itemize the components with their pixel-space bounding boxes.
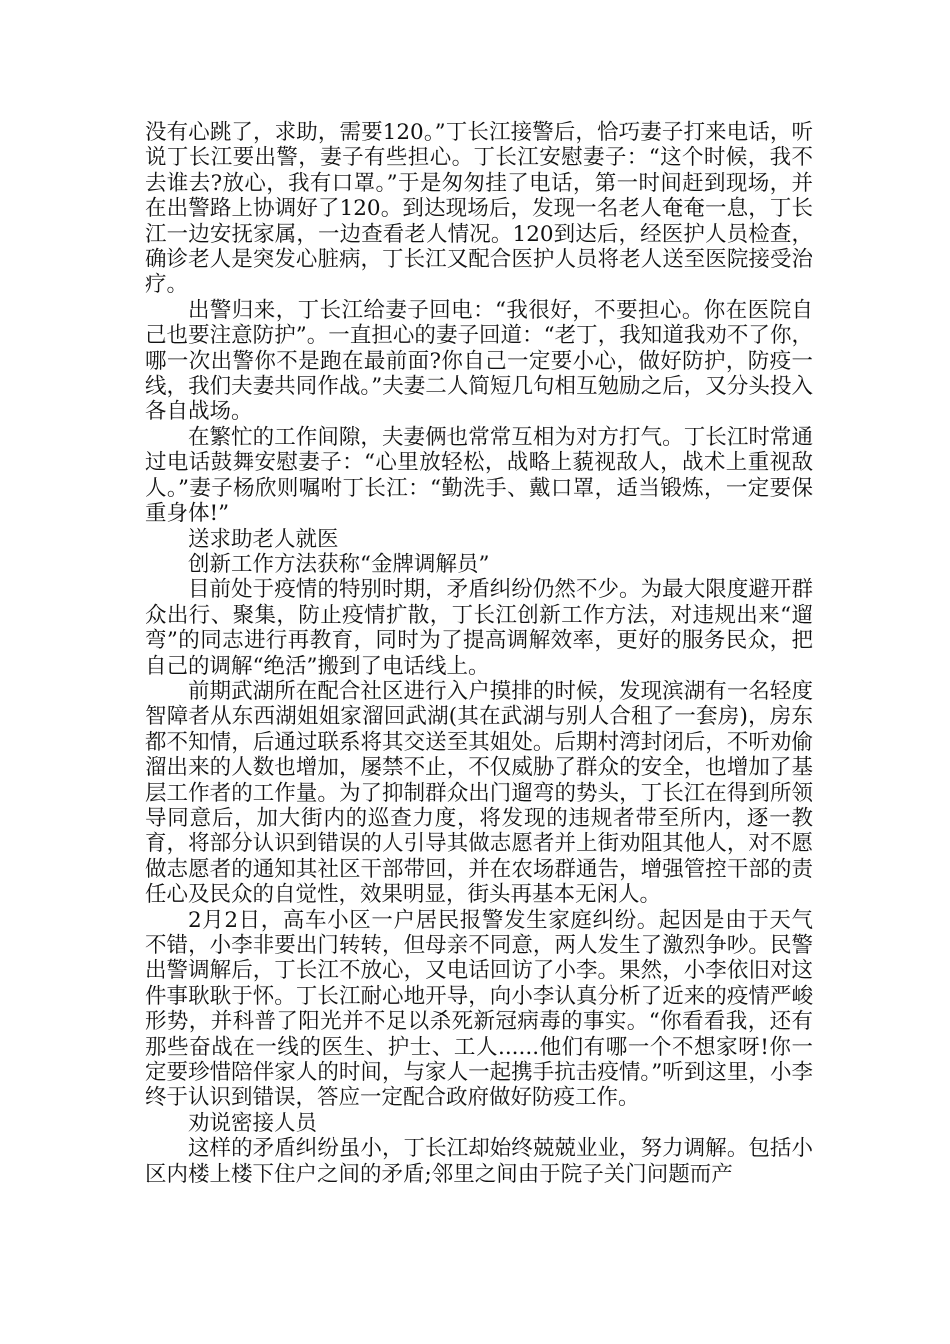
body-paragraph-2: 出警归来，丁长江给妻子回电：“我很好，不要担心。你在医院自己也要注意防护”。一直担心的妻子回道：“老丁，我知道我劝不了你，哪一次出警你不是跑在最前面?你自己一定要小心，做好防护，防疫一线，我们夫妻共同作战。”夫妻二人简短几句相互勉励之后，又分头投入各自战场。 (145, 297, 813, 425)
body-paragraph-7: 这样的矛盾纠纷虽小，丁长江却始终兢兢业业，努力调解。包括小区内楼上楼下住户之间的矛盾;邻里之间由于院子关门问题而产 (145, 1136, 813, 1187)
section-heading-3: 劝说密接人员 (188, 1110, 318, 1136)
body-paragraph-3: 在繁忙的工作间隙，夫妻俩也常常互相为对方打气。丁长江时常通过电话鼓舞安慰妻子：“心里放轻松，战略上藐视敌人，战术上重视敌人。”妻子杨欣则嘱咐丁长江：“勤洗手、戴口罩，适当锻炼，一定要保重身体!” (145, 424, 813, 527)
body-paragraph-4: 目前处于疫情的特别时期，矛盾纠纷仍然不少。为最大限度避开群众出行、聚集，防止疫情扩散，丁长江创新工作方法，对违规出来“遛弯”的同志进行再教育，同时为了提高调解效率，更好的服务民众，把自己的调解“绝活”搬到了电话线上。 (145, 577, 813, 679)
body-paragraph-6: 2月2日，高车小区一户居民报警发生家庭纠纷。起因是由于天气不错，小李非要出门转转，但母亲不同意，两人发生了激烈争吵。民警出警调解后，丁长江不放心，又电话回访了小李。果然，小李依旧对这件事耿耿于怀。丁长江耐心地开导，向小李认真分析了近来的疫情严峻形势，并科普了阳光并不足以杀死新冠病毒的事实。“你看看我，还有那些奋战在一线的医生、护士、工人......他们有哪一个不想家呀!你一定要珍惜陪伴家人的时间，与家人一起携手抗击疫情。”听到这里，小李终于认识到错误，答应一定配合政府做好防疫工作。 (145, 907, 813, 1111)
section-heading-2: 创新工作方法获称“金牌调解员” (188, 551, 490, 577)
body-paragraph-5: 前期武湖所在配合社区进行入户摸排的时候，发现滨湖有一名轻度智障者从东西湖姐姐家溜回武湖(其在武湖与别人合租了一套房)，房东都不知情，后通过联系将其交送至其姐处。后期村湾封闭后，不听劝偷溜出来的人数也增加，屡禁不止，不仅威胁了群众的安全，也增加了基层工作者的工作量。为了抑制群众出门遛弯的势头，丁长江在得到所领导同意后，加大街内的巡查力度，将发现的违规者带至所内，逐一教育，将部分认识到错误的人引导其做志愿者并上街劝阻其他人，对不愿做志愿者的通知其社区干部带回，并在农场群通告，增强管控干部的责任心及民众的自觉性，效果明显，街头再基本无闲人。 (145, 678, 813, 908)
body-paragraph-1: 没有心跳了，求助，需要120。”丁长江接警后，恰巧妻子打来电话，听说丁长江要出警，妻子有些担心。丁长江安慰妻子：“这个时候，我不去谁去?放心，我有口罩。”于是匆匆挂了电话，第一时间赶到现场，并在出警路上协调好了120。到达现场后，发现一名老人奄奄一息，丁长江一边安抚家属，一边查看老人情况。120到达后，经医护人员检查，确诊老人是突发心脏病，丁长江又配合医护人员将老人送至医院接受治疗。 (145, 120, 813, 298)
section-heading-1: 送求助老人就医 (188, 526, 339, 552)
document-page (145, 120, 813, 1187)
